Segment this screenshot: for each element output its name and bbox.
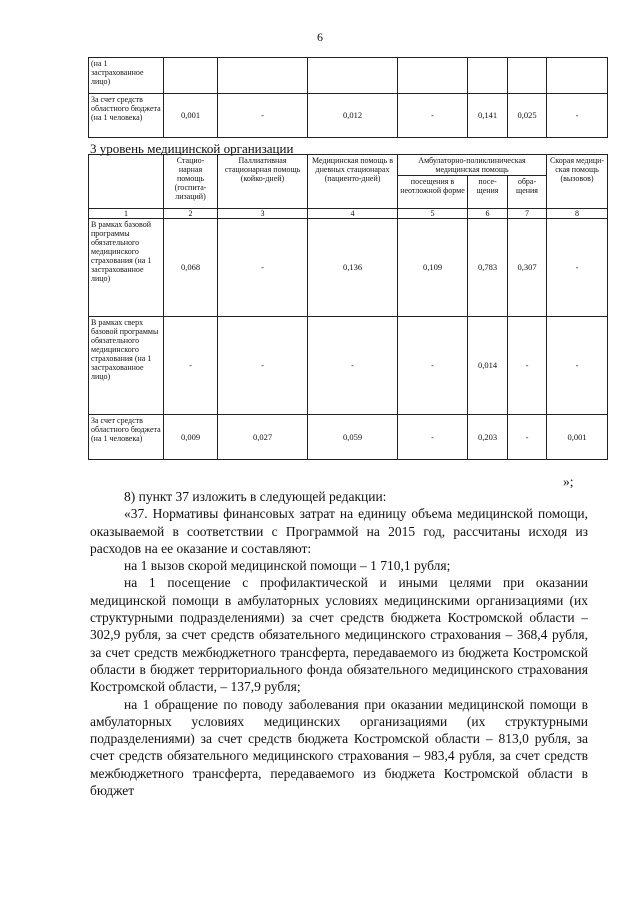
row-label: В рамках базовой программы обязательного медицинского страхования (на 1 застрахованное лицо)	[89, 219, 164, 317]
closing-quote: »;	[563, 474, 574, 489]
cell: 0,783	[468, 219, 508, 317]
row-label: За счет средств областного бюджета (на 1 человека)	[89, 415, 164, 460]
table-row	[89, 58, 608, 94]
cell: 0,025	[508, 94, 547, 138]
cell	[218, 58, 308, 94]
page-number: 6	[317, 30, 323, 44]
table-row	[89, 219, 608, 317]
row-label: В рамках сверх базовой программы обязательного медицинского страхования (на 1 застрахованное лицо)	[89, 317, 164, 415]
cell	[508, 58, 547, 94]
cell: -	[218, 219, 308, 317]
column-number: 6	[468, 209, 508, 219]
paragraph: 8) пункт 37 изложить в следующей редакции:	[124, 489, 387, 504]
cell: -	[398, 317, 468, 415]
cell: 0,001	[547, 415, 608, 460]
cell: 0,109	[398, 219, 468, 317]
column-number: 3	[218, 209, 308, 219]
section-heading: 3 уровень медицинской организации	[90, 141, 294, 156]
column-number: 5	[398, 209, 468, 219]
cell: 0,136	[308, 219, 398, 317]
cell: 0,027	[218, 415, 308, 460]
header-inpatient: Стацио-нарная помощь (госпита-лизаций)	[164, 155, 218, 209]
paragraph: на 1 вызов скорой медицинской помощи – 1 710,1 рубля;	[124, 558, 451, 574]
table-row	[89, 94, 608, 138]
column-number: 1	[89, 209, 164, 219]
cell	[164, 58, 218, 94]
cell: 0,307	[508, 219, 547, 317]
cell	[398, 58, 468, 94]
row-label: (на 1 застрахованное лицо)	[89, 58, 164, 94]
table-top	[88, 57, 608, 138]
cell: 0,059	[308, 415, 398, 460]
header-ambulatory-group: Амбулаторно-поликлиническая медицинская помощь	[398, 155, 547, 176]
cell: -	[547, 94, 608, 138]
cell: 0,012	[308, 94, 398, 138]
column-number: 4	[308, 209, 398, 219]
column-number: 8	[547, 209, 608, 219]
cell: 0,001	[164, 94, 218, 138]
header-ambulance: Скорая медици-ская помощь (вызовов)	[547, 155, 608, 209]
column-number: 2	[164, 209, 218, 219]
cell: 0,014	[468, 317, 508, 415]
cell: -	[508, 415, 547, 460]
cell	[468, 58, 508, 94]
column-number-row	[89, 209, 608, 219]
cell	[308, 58, 398, 94]
cell: 0,203	[468, 415, 508, 460]
table-main	[88, 154, 608, 460]
cell: -	[547, 317, 608, 415]
paragraph: «37. Нормативы финансовых затрат на единицу объема медицинской помощи, оказываемой в соответствии с Программой на 2015 год, рассчитаны исходя из расходов на ее оказание и составляют:	[90, 506, 588, 556]
header-row	[89, 155, 608, 176]
paragraph: на 1 посещение с профилактической и иными целями при оказании медицинской помощи в амбулаторных условиях медицинскими организациями (их структурными подразделениями) за счет средств бюджета Костромской области – 302,9 рубля, за счет средств обязательного медицинского страхования – 368,4 рубля, за счет средств межбюджетного трансферта, передаваемого из бюджета Костромской области в бюджет территориального фонда обязательного медицинского страхования Костромской области, – 137,9 рубля;	[90, 575, 588, 695]
cell: -	[308, 317, 398, 415]
header-cell-empty	[89, 155, 164, 209]
paragraph: на 1 обращение по поводу заболевания при оказании медицинской помощи в амбулаторных условиях медицинских организациями (их структурными подразделениями) за счет средств бюджета Костромской области – 813,0 рубля, за счет средств обязательного медицинского страхования – 983,4 рубля, за счет средств межбюджетного трансферта, передаваемого из бюджета Костромской области в бюджет	[90, 696, 588, 799]
header-day-hospital: Медицинская помощь в дневных стационарах (пациенто-дней)	[308, 155, 398, 209]
cell: -	[398, 415, 468, 460]
cell: 0,141	[468, 94, 508, 138]
header-palliative: Паллиативная стационарная помощь (койко-дней)	[218, 155, 308, 209]
cell: -	[398, 94, 468, 138]
cell: -	[218, 317, 308, 415]
cell: -	[218, 94, 308, 138]
row-label: За счет средств областного бюджета (на 1 человека)	[89, 94, 164, 138]
cell: -	[547, 219, 608, 317]
cell: -	[508, 317, 547, 415]
header-appeals: обра-щения	[508, 176, 547, 209]
table-row	[89, 317, 608, 415]
cell	[547, 58, 608, 94]
header-visits: посе-щения	[468, 176, 508, 209]
cell: 0,068	[164, 219, 218, 317]
header-urgent-visits: посещения в неотложной форме	[398, 176, 468, 209]
table-row	[89, 415, 608, 460]
column-number: 7	[508, 209, 547, 219]
body-text	[90, 488, 588, 799]
cell: 0,009	[164, 415, 218, 460]
cell: -	[164, 317, 218, 415]
